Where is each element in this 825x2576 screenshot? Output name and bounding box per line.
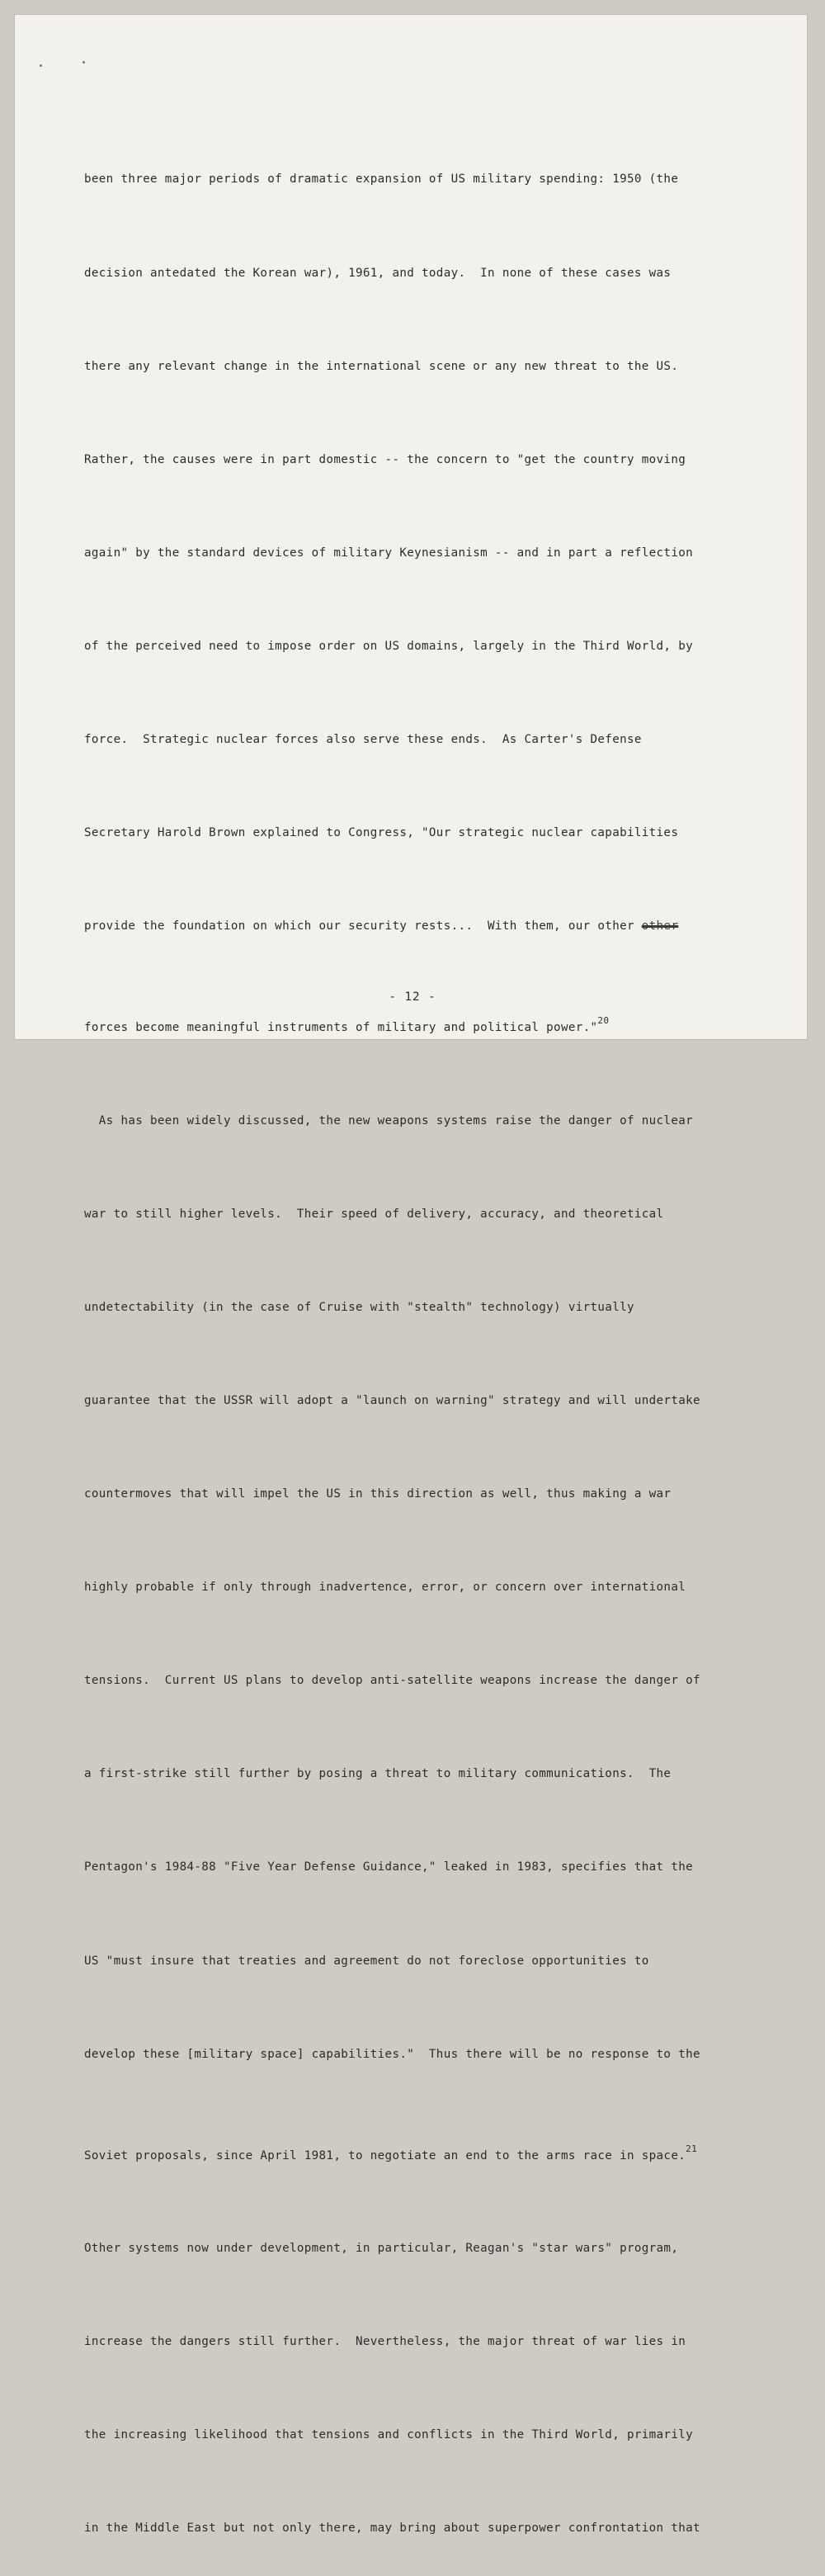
text-line <box>84 911 761 943</box>
text-line: highly probable if only through inadvertence, error, or concern over international <box>84 1581 686 1595</box>
text-line: develop these [military space] capabilities." Thus there will be no response to the <box>84 2047 700 2061</box>
text-line <box>84 1004 761 1043</box>
paper-speck <box>82 61 85 64</box>
text-line-content: Soviet proposals, since April 1981, to negotiate an end to the arms race in space. <box>84 2148 686 2162</box>
text-line-content: forces become meaningful instruments of military and political power." <box>84 1021 598 1035</box>
text-line: force. Strategic nuclear forces also serve these ends. As Carter's Defense <box>84 732 642 746</box>
text-line: countermoves that will impel the US in this direction as well, thus making a war <box>84 1487 672 1501</box>
text-line: decision antedated the Korean war), 1961, and today. In none of these cases was <box>84 266 672 280</box>
text-line: undetectability (in the case of Cruise with "stealth" technology) virtually <box>84 1300 634 1314</box>
page-number: - 12 - <box>389 990 436 1004</box>
text-line: a first-strike still further by posing a threat to military communications. The <box>84 1767 672 1781</box>
text-line: As has been widely discussed, the new weapons systems raise the danger of nuclear <box>84 1113 694 1127</box>
footnote-marker: 20 <box>597 1015 610 1027</box>
paper-speck <box>40 64 42 67</box>
text-line: in the Middle East but not only there, may bring about superpower confrontation that <box>84 2522 700 2536</box>
text-line: guarantee that the USSR will adopt a "launch on warning" strategy and will undertake <box>84 1393 700 1407</box>
text-line-content: provide the foundation on which our security rests... With them, our other <box>84 919 642 934</box>
text-line: war to still higher levels. Their speed of delivery, accuracy, and theoretical <box>84 1207 664 1221</box>
text-line: Pentagon's 1984-88 "Five Year Defense Guidance," leaked in 1983, specifies that the <box>84 1860 694 1874</box>
text-line: the increasing likelihood that tensions and conflicts in the Third World, primarily <box>84 2428 694 2442</box>
document-body <box>84 102 761 2576</box>
text-line: been three major periods of dramatic expansion of US military spending: 1950 (the <box>84 173 679 187</box>
text-line: Other systems now under development, in particular, Reagan's "star wars" program, <box>84 2242 679 2256</box>
footnote-marker: 21 <box>686 2143 698 2154</box>
text-line: again" by the standard devices of military Keynesianism -- and in part a reflection <box>84 546 694 560</box>
text-line: increase the dangers still further. Nevertheless, the major threat of war lies in <box>84 2335 686 2349</box>
text-line <box>84 2133 761 2172</box>
text-line: US "must insure that treaties and agreement do not foreclose opportunities to <box>84 1954 649 1968</box>
text-line: of the perceived need to impose order on US domains, largely in the Third World, by <box>84 639 694 653</box>
text-line: there any relevant change in the international scene or any new threat to the US. <box>84 359 679 373</box>
text-line: Secretary Harold Brown explained to Congress, "Our strategic nuclear capabilities <box>84 826 679 840</box>
text-line: Rather, the causes were in part domestic -- the concern to "get the country moving <box>84 452 686 466</box>
text-line: tensions. Current US plans to develop anti-satellite weapons increase the danger of <box>84 1674 700 1688</box>
struck-word: other <box>641 919 679 934</box>
